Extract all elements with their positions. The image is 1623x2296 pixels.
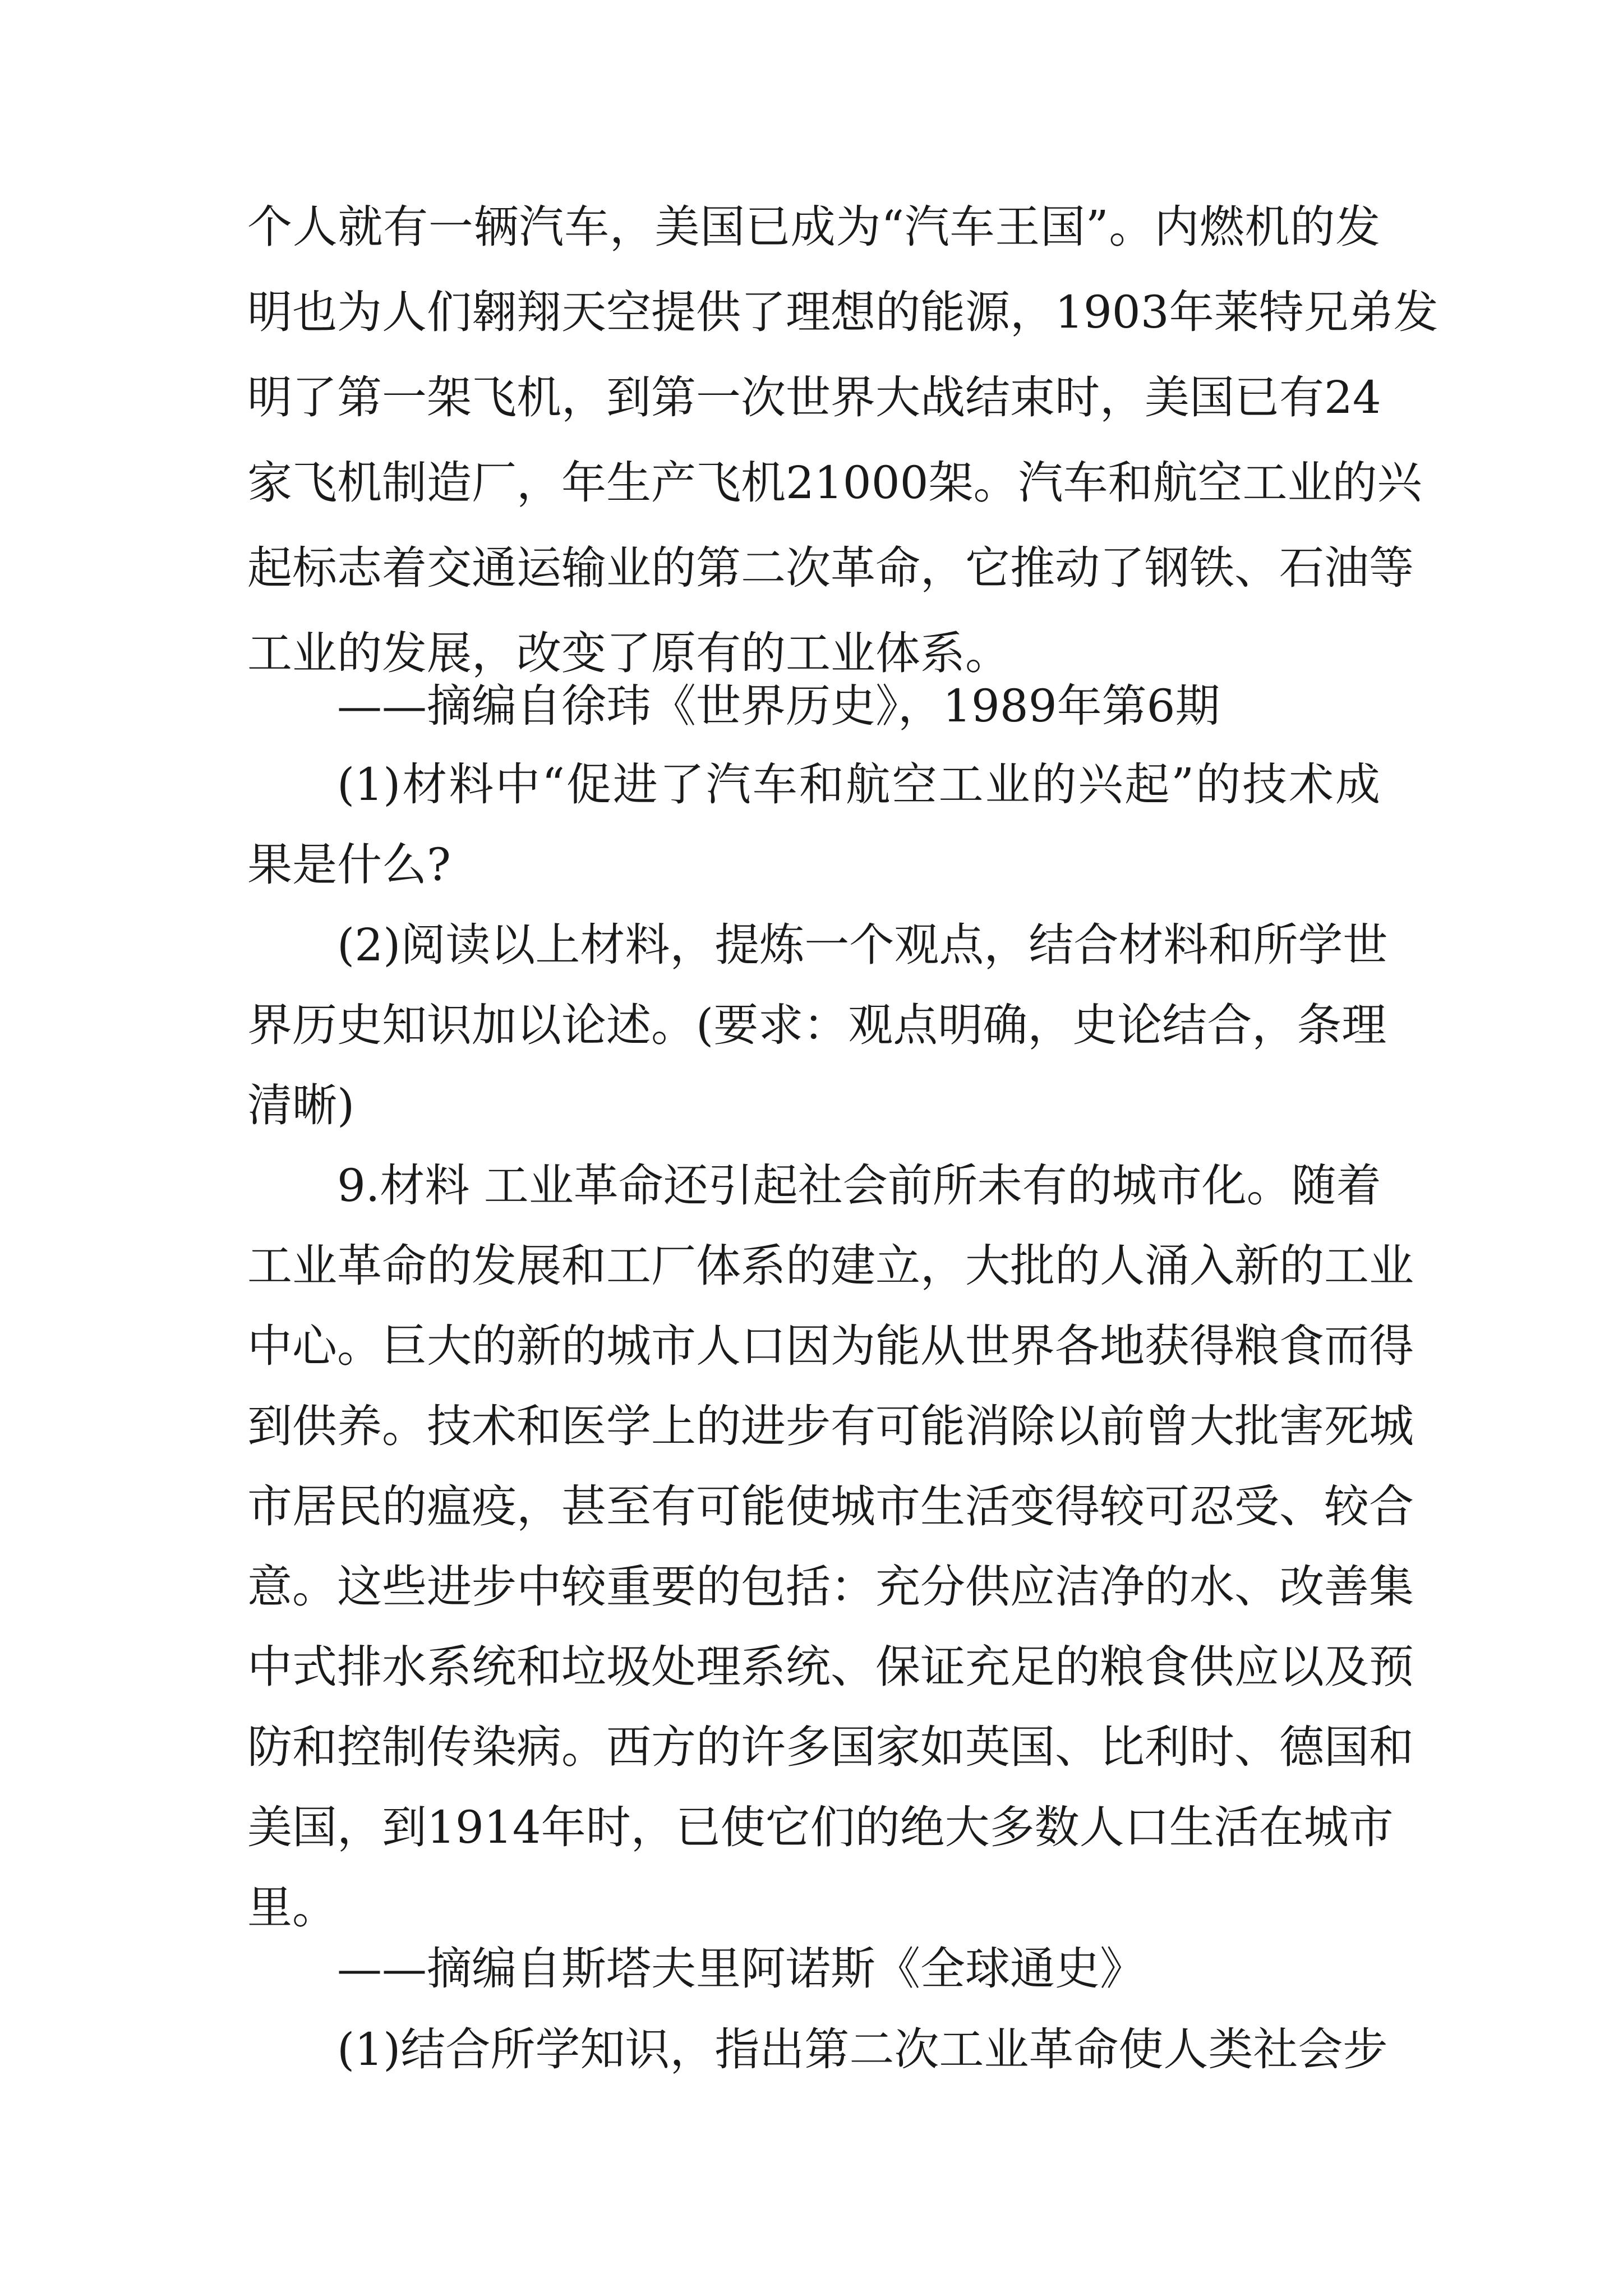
- text-line: 中式排水系统和垃圾处理系统、保证充足的粮食供应以及预: [247, 1641, 1414, 1693]
- text-line: 意。这些进步中较重要的包括：充分供应洁净的水、改善集: [247, 1561, 1414, 1613]
- text-line: 中心。巨大的新的城市人口因为能从世界各地获得粮食而得: [247, 1320, 1414, 1372]
- source-citation: ——摘编自徐玮《世界历史》，1989年第6期: [337, 680, 1220, 732]
- text-line: 家飞机制造厂，年生产飞机21000架。汽车和航空工业的兴: [247, 457, 1422, 509]
- question-text: (1)材料中“促进了汽车和航空工业的兴起”的技术成: [337, 758, 1380, 811]
- text-line: 防和控制传染病。西方的许多国家如英国、比利时、德国和: [247, 1721, 1414, 1773]
- question-text: (1)结合所学知识，指出第二次工业革命使人类社会步: [337, 2023, 1388, 2076]
- text-line: 美国，到1914年时，已使它们的绝大多数人口生活在城市: [247, 1801, 1394, 1853]
- text-line: 工业的发展，改变了原有的工业体系。: [247, 627, 1010, 679]
- question-text: 9.材料 工业革命还引起社会前所未有的城市化。随着: [337, 1159, 1381, 1212]
- text-line: 市居民的瘟疫，甚至有可能使城市生活变得较可忍受、较合: [247, 1480, 1414, 1533]
- text-line: 果是什么?: [247, 839, 451, 891]
- text-line: 明也为人们翱翔天空提供了理想的能源，1903年莱特兄弟发: [247, 286, 1438, 338]
- text-line: 起标志着交通运输业的第二次革命，它推动了钢铁、石油等: [247, 542, 1414, 594]
- text-line: 清晰): [247, 1079, 355, 1131]
- text-line: 到供养。技术和医学上的进步有可能消除以前曾大批害死城: [247, 1400, 1414, 1452]
- source-citation: ——摘编自斯塔夫里阿诺斯《全球通史》: [337, 1943, 1145, 1995]
- text-line: 工业革命的发展和工厂体系的建立，大批的人涌入新的工业: [247, 1240, 1414, 1292]
- text-line: 里。: [247, 1881, 337, 1934]
- text-line: 个人就有一辆汽车，美国已成为“汽车王国”。内燃机的发: [247, 201, 1380, 253]
- text-line: 明了第一架飞机，到第一次世界大战结束时，美国已有24: [247, 371, 1381, 424]
- question-text: (2)阅读以上材料，提炼一个观点，结合材料和所学世: [337, 919, 1388, 971]
- text-line: 界历史知识加以论述。(要求：观点明确，史论结合，条理: [247, 999, 1387, 1051]
